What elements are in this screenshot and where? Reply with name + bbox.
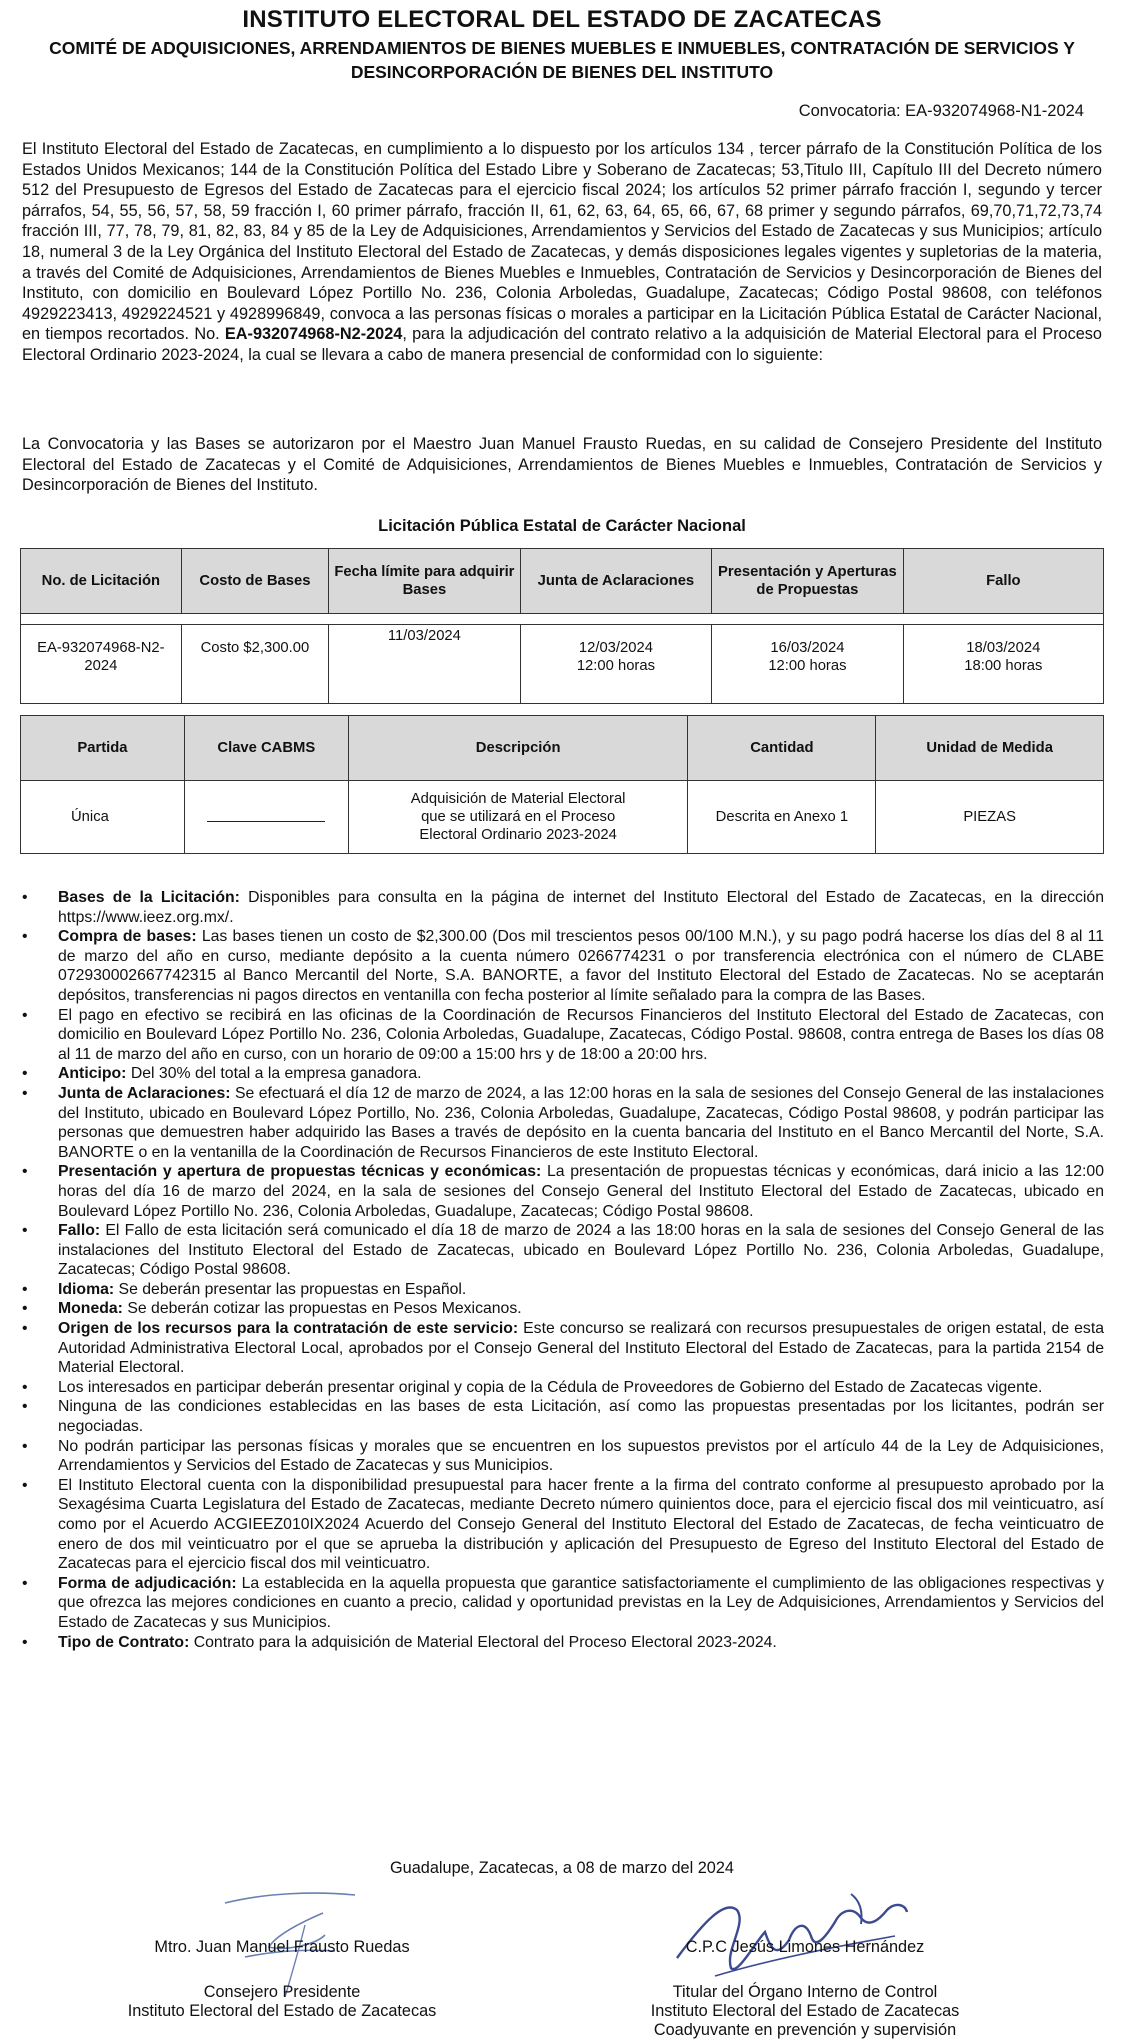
signer-name-right: C.P.C Jesús Limones Hernández	[685, 1938, 925, 1956]
licitacion-schedule-table	[20, 548, 1104, 704]
condition-text: La presentación de propuestas técnicas y económicas, dará inicio a las 12:00 horas del día 16 de marzo del 2024, en la sala de sesiones del Consejo General del Instituto Electoral del Estado de Zacatecas, ubicado en Boulevard López Portillo No. 236, Colonia Arboledas, Guadalupe, Zacatecas; Código Postal 98608.	[58, 1163, 1105, 1220]
table-header-cell: Partida	[21, 716, 185, 781]
condition-label: Anticipo:	[58, 1065, 127, 1083]
bullet-icon: •	[22, 1084, 28, 1102]
signer-role-left: Consejero Presidente	[203, 1983, 361, 2001]
condition-text: Los interesados en participar deberán presentar original y copia de la Cédula de Proveedores de Gobierno del Estado de Zacatecas vigente.	[58, 1378, 1043, 1396]
condition-text: Disponibles para consulta en la página de internet del Instituto Electoral del Estado de Zacatecas, en la dirección https://www.ieez.org.mx/.	[58, 889, 1104, 926]
table-cell	[520, 625, 712, 704]
table-header-cell: Junta de Aclaraciones	[520, 549, 712, 614]
table-cell	[712, 625, 904, 704]
cell-text: EA-932074968-N2-2024	[37, 640, 165, 674]
bullet-icon: •	[22, 928, 28, 946]
condition-text: Se deberán cotizar las propuestas en Pesos Mexicanos.	[122, 1300, 522, 1318]
condition-text: Se deberán presentar las propuestas en Español.	[114, 1280, 467, 1298]
bullet-icon: •	[22, 1437, 28, 1455]
condition-item	[0, 1280, 1104, 1300]
condition-text: Contrato para la adquisición de Material Electoral del Proceso Electoral 2023-2024.	[189, 1633, 777, 1651]
bullet-icon: •	[22, 1006, 28, 1024]
condition-label: Bases de la Licitación:	[58, 889, 240, 906]
table-cell: Descrita en Anexo 1	[688, 781, 876, 854]
table-header-cell: Presentación y Aperturas de Propuestas	[712, 549, 904, 614]
signer-org-left: Instituto Electoral del Estado de Zacatecas	[127, 2002, 437, 2020]
condition-label: Junta de Aclaraciones:	[58, 1084, 231, 1102]
condition-item	[0, 1006, 1104, 1065]
condition-text: El Instituto Electoral cuenta con la disponibilidad presupuestal para hacer frente a la firma del contrato conforme al presupuesto aprobado por la Sexagésima Cuarta Legislatura del Estado de Zacatecas, mediante Decreto número quinientos doce, para el ejercicio fiscal dos mil veinticuatro, así como por el Acuerdo ACGIEEZ010IX2024 Acuerdo del Consejo General del Instituto Electoral del Estado de Zacatecas, de fecha veinticuatro de enero de dos mil veinticuatro por el que se aprueba la distribución y aplicación del Presupuesto de Egreso del Instituto Electoral del Estado de Zacatecas para el ejercicio fiscal dos mil veinticuatro.	[58, 1476, 1104, 1573]
condition-item	[0, 927, 1104, 1005]
clave-blank-line	[207, 807, 325, 822]
condition-item	[0, 888, 1104, 927]
cell-text: 12:00 horas	[768, 658, 847, 674]
bullet-icon: •	[22, 1280, 28, 1298]
table-title: Licitación Pública Estatal de Carácter Nacional	[378, 517, 746, 535]
institution-title: INSTITUTO ELECTORAL DEL ESTADO DE ZACATECAS	[242, 6, 882, 33]
condition-item	[0, 1084, 1104, 1162]
condition-label: Compra de bases:	[58, 928, 197, 946]
condition-label: Origen de los recursos para la contratación de este servicio:	[58, 1320, 519, 1338]
condition-item	[0, 1162, 1104, 1221]
table-header-cell: Fallo	[903, 549, 1103, 614]
condition-item	[0, 1437, 1104, 1476]
table-row	[21, 625, 1104, 704]
conditions-list	[0, 888, 1104, 1652]
table-header-cell: No. de Licitación	[21, 549, 182, 614]
condition-item	[0, 1378, 1104, 1398]
signer-extra-right: Coadyuvante en prevención y supervisión	[653, 2021, 957, 2039]
authorization-paragraph: La Convocatoria y las Bases se autorizaron por el Maestro Juan Manuel Frausto Ruedas, en su calidad de Consejero Presidente del Instituto Electoral del Estado de Zacatecas y el Comité de Adquisiciones, Arrendamientos de Bienes Muebles e Inmuebles, Contratación de Servicios y Desincorporación de Bienes del Instituto.	[22, 435, 1102, 495]
condition-item	[0, 1319, 1104, 1378]
bullet-icon: •	[22, 1300, 28, 1318]
signer-role-right: Titular del Órgano Interno de Control	[672, 1983, 938, 2001]
table-cell	[329, 625, 521, 704]
table-cell	[184, 781, 348, 854]
intro-paragraph	[22, 139, 1102, 366]
table-header-row	[21, 549, 1104, 614]
bullet-icon: •	[22, 1378, 28, 1396]
table-cell	[181, 625, 328, 704]
committee-subtitle: COMITÉ DE ADQUISICIONES, ARRENDAMIENTOS DE BIENES MUEBLES E INMUEBLES, CONTRATACIÓN DE SERVICIOS Y DESINCORPORACIÓN DE BIENES DEL INSTITUTO	[49, 38, 1075, 82]
table-cell: Adquisición de Material Electoral que se utilizará en el Proceso Electoral Ordinario 2023-2024	[348, 781, 688, 854]
signature-block-left	[92, 1938, 472, 2021]
cell-text: 12/03/2024	[578, 640, 653, 656]
table-header-cell: Descripción	[348, 716, 688, 781]
condition-text: Del 30% del total a la empresa ganadora.	[126, 1065, 422, 1083]
condition-text: Se efectuará el día 12 de marzo de 2024, a las 12:00 horas en la sala de sesiones del Consejo General de las instalaciones del Instituto, ubicado en Boulevard López Portillo, No. 236, Colonia Arboledas, Guadalupe, Zacatecas, Código Postal 98608, y podrán participar las personas que demuestren haber adquirido las Bases a través de depósito en la cuenta bancaria del Instituto en el Banco Mercantil del Norte, S.A. BANORTE o en la ventanilla de la Coordinación de Recursos Financieros de este Instituto Electoral.	[58, 1084, 1104, 1161]
table-cell	[21, 625, 182, 704]
cell-text: 12:00 horas	[576, 658, 655, 674]
cell-text: 18/03/2024	[966, 640, 1041, 656]
bullet-icon: •	[22, 1574, 28, 1592]
condition-text: El pago en efectivo se recibirá en las oficinas de la Coordinación de Recursos Financieros del Instituto Electoral del Estado de Zacatecas, con domicilio en Boulevard López Portillo No. 236, Colonia Arboledas, Guadalupe, Zacatecas, Código Postal. 98608, contra entrega de Bases los días 08 al 11 de marzo del año en curso, con un horario de 09:00 a 15:00 hrs y de 18:00 a 20:00 hrs.	[58, 1006, 1104, 1063]
condition-label: Moneda:	[58, 1300, 123, 1318]
bullet-icon: •	[22, 889, 28, 906]
bullet-icon: •	[22, 1320, 28, 1338]
table-cell: Única	[21, 781, 185, 854]
table-cell	[903, 625, 1103, 704]
condition-label: Presentación y apertura de propuestas técnicas y económicas:	[58, 1163, 542, 1181]
signature-block-right	[605, 1938, 1005, 2040]
bullet-icon: •	[22, 1476, 28, 1494]
table-header-cell: Unidad de Medida	[876, 716, 1104, 781]
condition-item	[0, 1476, 1104, 1574]
condition-label: Tipo de Contrato:	[58, 1633, 190, 1651]
signer-org-right: Instituto Electoral del Estado de Zacatecas	[650, 2002, 960, 2020]
condition-item	[0, 1221, 1104, 1280]
condition-label: Forma de adjudicación:	[58, 1574, 237, 1592]
table-cell: PIEZAS	[876, 781, 1104, 854]
condition-text: Las bases tienen un costo de $2,300.00 (Dos mil trescientos pesos 00/100 M.N.), y su pago podrá hacerse los días del 8 al 11 de marzo del año en curso, mediante depósito a la cuenta número 0266774231 o por transferencia electrónica con el número de CLABE 072930002667742315 al Banco Mercantil del Norte, S.A. BANORTE, a favor del Instituto Electoral del Estado de Zacatecas. No se aceptarán depósitos, transferencias ni pagos directos en ventanilla con fecha posterior al límite señalado para la compra de las Bases.	[58, 928, 1104, 1004]
place-date: Guadalupe, Zacatecas, a 08 de marzo del 2024	[390, 1859, 734, 1877]
table-header-row	[21, 716, 1104, 781]
table-row	[21, 781, 1104, 854]
condition-item	[0, 1574, 1104, 1633]
table-header-cell: Costo de Bases	[181, 549, 328, 614]
cell-text: 11/03/2024	[387, 628, 461, 644]
signer-name-left: Mtro. Juan Manuel Frausto Ruedas	[154, 1938, 410, 1956]
bullet-icon: •	[22, 1065, 28, 1083]
intro-text-end: , para la adjudicación del contrato relativo a la adquisición de Material Electoral para el Proceso Electoral Ordinario 2023-2024, la cual se llevara a cabo de manera presencial de conformidad con lo siguiente:	[22, 325, 1102, 364]
condition-label: Idioma:	[58, 1280, 115, 1298]
condition-text: Este concurso se realizará con recursos presupuestales de origen estatal, de esta Autoridad Administrativa Electoral Local, aprobados por el Consejo General del Instituto Electoral del Estado de Zacatecas, para la partida 2154 de Material Electoral.	[58, 1320, 1104, 1377]
bullet-icon: •	[22, 1398, 28, 1416]
condition-item	[0, 1299, 1104, 1319]
condition-text: No podrán participar las personas físicas y morales que se encuentren en los supuestos previstos por el artículo 44 de la Ley de Adquisiciones, Arrendamientos y Servicios del Estado de Zacatecas y sus Municipios.	[58, 1437, 1104, 1475]
bullet-icon: •	[22, 1222, 28, 1240]
table-header-cell: Fecha límite para adquirir Bases	[329, 549, 521, 614]
licitacion-number: EA-932074968-N2-2024	[224, 325, 403, 344]
condition-item	[0, 1064, 1104, 1084]
cell-text: 16/03/2024	[770, 640, 845, 656]
condition-text: La establecida en la aquella propuesta que garantice satisfactoriamente el cumplimiento de las obligaciones respectivas y que ofrezca las mejores condiciones en cuanto a precio, calidad y oportunidad previstas en la Ley de Adquisiciones, Arrendamientos y Servicios del Estado de Zacatecas y sus Municipios.	[58, 1574, 1104, 1631]
cell-text: Costo $2,300.00	[200, 640, 310, 656]
condition-text: El Fallo de esta licitación será comunicado el día 18 de marzo de 2024 a las 18:00 horas en la sala de sesiones del Consejo General de las instalaciones del Instituto Electoral del Estado de Zacatecas, ubicado en Boulevard López Portillo No. 236, Colonia Arboledas, Guadalupe, Zacatecas; Código Postal 98608.	[58, 1222, 1104, 1279]
bullet-icon: •	[22, 1163, 28, 1181]
condition-text: Ninguna de las condiciones establecidas en las bases de esta Licitación, así como las propuestas presentadas por los licitantes, podrán ser negociadas.	[58, 1398, 1104, 1436]
condition-label: Fallo:	[58, 1222, 101, 1240]
table-header-cell: Clave CABMS	[184, 716, 348, 781]
bullet-icon: •	[22, 1633, 28, 1651]
table-header-cell: Cantidad	[688, 716, 876, 781]
condition-item	[0, 1397, 1104, 1436]
intro-text: El Instituto Electoral del Estado de Zacatecas, en cumplimiento a lo dispuesto por los artículos 134 , tercer párrafo de la Constitución Política de los Estados Unidos Mexicanos; 144 de la Constitución Política del Estado Libre y Soberano de Zacatecas; 53,Titulo III, Capítulo III del Decreto número 512 del Presupuesto de Egresos del Estado de Zacatecas para el ejercicio fiscal 2024; los artículos 52 primer párrafo fracción I, segundo y tercer párrafos, 54, 55, 56, 57, 58, 59 fracción I, 60 primer párrafo, fracción II, 61, 62, 63, 64, 65, 66, 67, 68 primer y segundo párrafos, 69,70,71,72,73,74 fracción III, 77, 78, 79, 81, 82, 83, 84 y 85 de la Ley de Adquisiciones, Arrendamientos y Servicios del Estado de Zacatecas y sus Municipios; artículo 18, numeral 3 de la Ley Orgánica del Instituto Electoral del Estado de Zacatecas, y demás disposiciones legales vigentes y supletorias de la materia, a través del Comité de Adquisiciones, Arrendamientos de Bienes Muebles e Inmuebles, Contratación de Servicios y Desincorporación de Bienes del Instituto, con domicilio en Boulevard López Portillo No. 236, Colonia Arboledas, Guadalupe, Zacatecas; Código Postal 98608, con teléfonos 4929223413, 4929224521 y 4928996849, convoca a las personas físicas o morales a participar en la Licitación Pública Estatal de Carácter Nacional, en tiempos recortados. No.	[22, 140, 1102, 344]
cell-text: 18:00 horas	[964, 658, 1043, 674]
condition-item	[0, 1633, 1104, 1653]
partida-table	[20, 715, 1104, 854]
convocatoria-number: Convocatoria: EA-932074968-N1-2024	[798, 102, 1084, 120]
